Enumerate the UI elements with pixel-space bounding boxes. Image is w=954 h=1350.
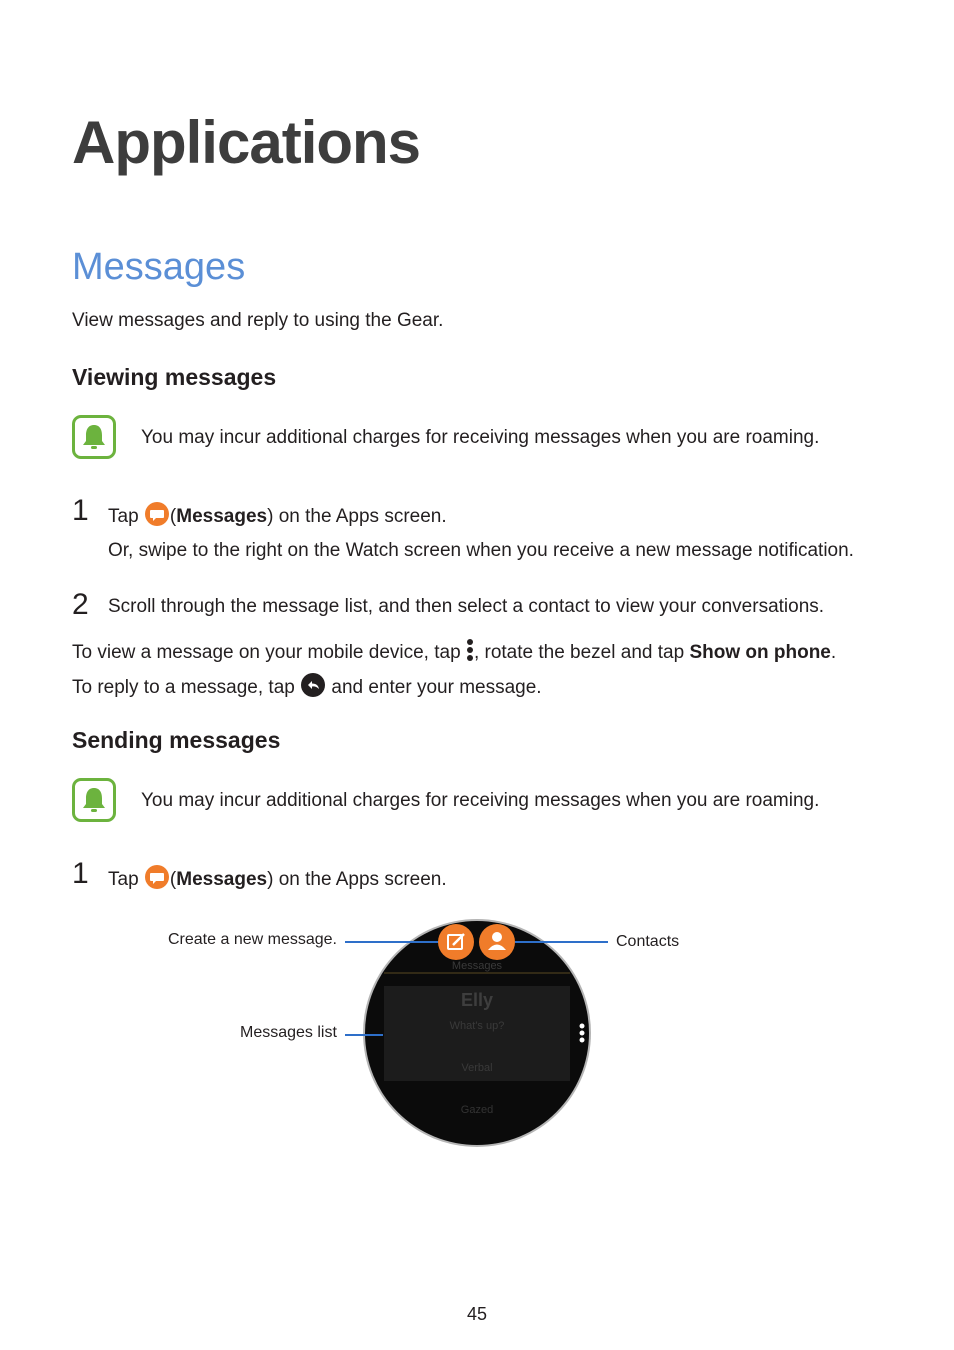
callout-create-message: Create a new message. xyxy=(168,931,337,948)
watch-contact-name[interactable]: Elly xyxy=(460,990,494,1010)
viewing-note-text: You may incur additional charges for receiving messages when you are roaming. xyxy=(141,427,820,448)
para-text: To reply to a message, tap xyxy=(72,677,295,699)
callout-messages-list: Messages list xyxy=(240,1024,337,1041)
messages-label-bold: Messages xyxy=(176,869,268,891)
messages-label-bold: Messages xyxy=(176,506,268,528)
watch-header-label: Messages xyxy=(451,960,503,972)
viewing-heading: Viewing messages xyxy=(72,364,277,390)
para-text: , rotate the bezel and tap xyxy=(473,642,685,664)
bell-note-icon xyxy=(72,778,116,822)
reply-paragraph xyxy=(72,672,542,704)
step-text-pre: Tap xyxy=(108,869,139,891)
sending-note-text: You may incur additional charges for receiving messages when you are roaming. xyxy=(141,790,820,811)
para-text: . xyxy=(830,642,837,664)
step-text-post: ) on the Apps screen. xyxy=(267,506,447,528)
callout-line xyxy=(345,941,438,943)
view-on-phone-paragraph xyxy=(72,637,836,669)
step-text-post: ) on the Apps screen. xyxy=(267,869,447,891)
step-number: 2 xyxy=(72,588,89,621)
intro-text: View messages and reply to using the Gear. xyxy=(72,310,444,331)
sending-heading: Sending messages xyxy=(72,727,281,753)
more-options-icon[interactable] xyxy=(578,1022,586,1049)
viewing-step1-subtext: Or, swipe to the right on the Watch screen when you receive a new message notification. xyxy=(108,540,854,561)
step-text-pre: Tap xyxy=(108,506,139,528)
watch-message-preview: What's up? xyxy=(449,1020,505,1032)
reply-icon xyxy=(300,672,326,704)
contacts-button[interactable] xyxy=(478,923,516,966)
step-number: 1 xyxy=(72,494,89,527)
messages-app-icon xyxy=(144,502,170,532)
watch-list-item[interactable]: Verbal xyxy=(461,1062,493,1074)
more-options-icon xyxy=(466,637,474,669)
sending-step1-text: Tap (Messages) on the Apps screen. xyxy=(108,865,447,895)
viewing-step2-text: Scroll through the message list, and then select a contact to view your conversations. xyxy=(108,596,825,617)
callout-line xyxy=(515,941,608,943)
para-text: To view a message on your mobile device, tap xyxy=(72,642,461,664)
para-text: and enter your message. xyxy=(331,677,542,699)
viewing-step1-text: Tap (Messages) on the Apps screen. xyxy=(108,502,447,532)
watch-list-item[interactable]: Gazed xyxy=(460,1104,494,1116)
section-title: Messages xyxy=(72,246,246,288)
bell-note-icon xyxy=(72,415,116,459)
chapter-title: Applications xyxy=(72,109,421,176)
compose-button[interactable] xyxy=(437,923,475,966)
page-number: 45 xyxy=(466,1304,488,1324)
show-on-phone-label: Show on phone xyxy=(689,642,831,664)
callout-line xyxy=(345,1034,383,1036)
step-number: 1 xyxy=(72,857,89,890)
messages-app-icon xyxy=(144,865,170,895)
callout-contacts: Contacts xyxy=(616,933,680,950)
